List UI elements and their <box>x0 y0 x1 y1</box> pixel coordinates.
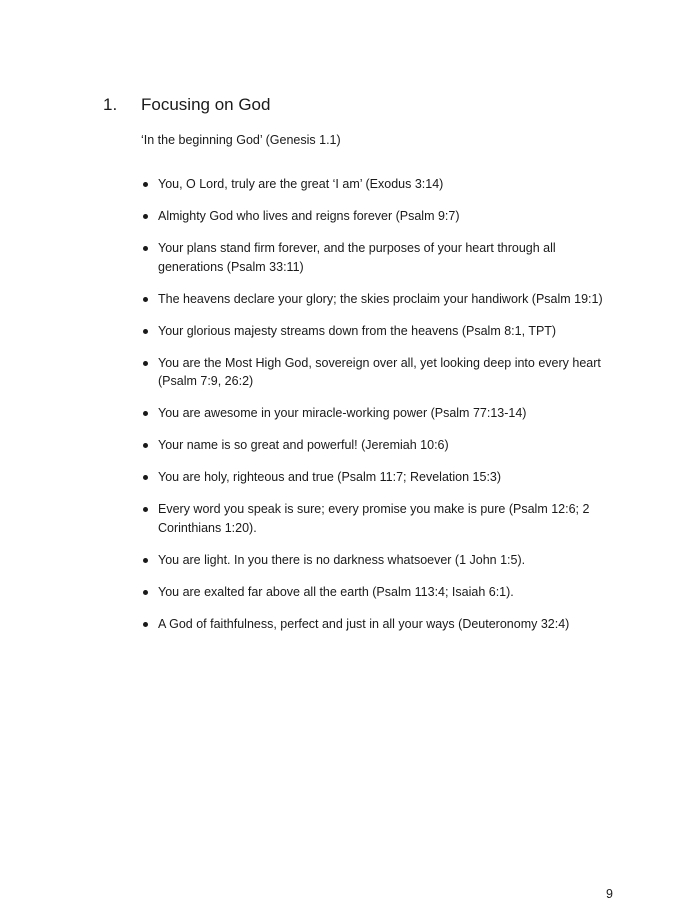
list-item-text: Your name is so great and powerful! (Jeremiah 10:6) <box>158 438 449 452</box>
list-item-text: You are exalted far above all the earth (Psalm 113:4; Isaiah 6:1). <box>158 584 514 599</box>
list-item <box>141 404 621 423</box>
list-item <box>141 500 621 537</box>
list-item-text: You, O Lord, truly are the great ‘I am’ (Exodus 3:14) <box>158 177 444 191</box>
bullet-icon <box>143 475 148 480</box>
list-item-text: Your plans stand firm forever, and the purposes of your heart through all generations (Psalm 33:11) <box>158 241 556 274</box>
list-item-text: Almighty God who lives and reigns forever (Psalm 9:7) <box>158 209 460 223</box>
list-item <box>141 175 621 194</box>
section-heading <box>103 94 270 116</box>
list-item <box>141 583 621 602</box>
list-item <box>141 615 621 634</box>
list-item-text: You are the Most High God, sovereign over all, yet looking deep into every heart (Psalm 7:9, 26:2) <box>158 355 601 388</box>
opening-quote: ‘In the beginning God’ (Genesis 1.1) <box>141 133 341 147</box>
list-item <box>141 468 621 487</box>
list-item <box>141 551 621 570</box>
page-number: 9 <box>606 887 613 901</box>
section-number: 1. <box>103 95 118 114</box>
bullet-icon <box>143 246 148 251</box>
list-item-text: You are awesome in your miracle-working power (Psalm 77:13-14) <box>158 406 527 420</box>
list-item-text: Your glorious majesty streams down from the heavens (Psalm 8:1, TPT) <box>158 323 557 338</box>
list-item-text: You are light. In you there is no darkness whatsoever (1 John 1:5). <box>158 552 526 567</box>
bullet-icon <box>143 329 148 334</box>
list-item <box>141 207 621 226</box>
bullet-icon <box>143 214 148 219</box>
list-item <box>141 322 621 341</box>
bullet-list <box>141 175 621 647</box>
list-item <box>141 290 621 309</box>
list-item <box>141 239 621 276</box>
bullet-icon <box>143 443 148 448</box>
bullet-icon <box>143 361 148 366</box>
list-item-text: A God of faithfulness, perfect and just in all your ways (Deuteronomy 32:4) <box>158 616 570 631</box>
bullet-icon <box>143 590 148 595</box>
list-item-text: Every word you speak is sure; every promise you make is pure (Psalm 12:6; 2 Corinthians 1:20). <box>158 502 590 535</box>
list-item <box>141 436 621 455</box>
bullet-icon <box>143 182 148 187</box>
bullet-icon <box>143 507 148 512</box>
bullet-icon <box>143 411 148 416</box>
bullet-icon <box>143 622 148 627</box>
list-item-text: The heavens declare your glory; the skies proclaim your handiwork (Psalm 19:1) <box>158 291 603 306</box>
section-title: Focusing on God <box>141 95 271 114</box>
list-item-text: You are holy, righteous and true (Psalm 11:7; Revelation 15:3) <box>158 470 502 484</box>
list-item <box>141 354 621 391</box>
bullet-icon <box>143 297 148 302</box>
bullet-icon <box>143 558 148 563</box>
